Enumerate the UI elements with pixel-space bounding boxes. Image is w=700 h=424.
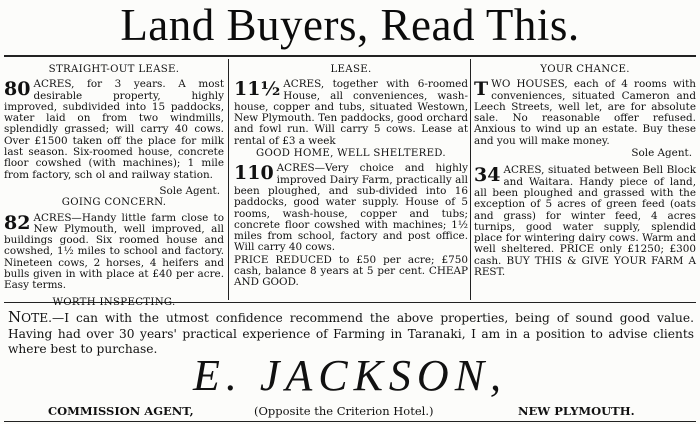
listing-text: WO HOUSES, each of 4 rooms with conveniences, situated Cameron and Leech Streets, well let, are for absolute sale. No reasonable offer refused. Anxious to wind up an estate. Buy these and you will make money. (474, 78, 696, 147)
sole-agent-label: Sole Agent. (159, 184, 220, 197)
listing-number: 80 (4, 78, 31, 101)
sole-agent-label: Sole Agent. (631, 147, 692, 160)
listing-text: ACRES, situated between Bell Block and Waitara. Handy piece of land, all been ploughed and grassed with the exception of 5 acres of green feed (oats and grass) for winter feed, 4 acres turnips, good water supply, splendid place for wintering dairy cows. Warm and well sheltered. PRICE only £1250; £300 cash. BUY THIS & GIVE YOUR FARM A REST. (474, 164, 696, 279)
column-heading: LEASE. (330, 64, 372, 75)
column-divider-2 (470, 59, 471, 300)
note-text: OTE.—I can with the utmost confidence recommend the above properties, being of sound good value. Having had over 30 years' practical experience of Farming in Taranaki, I am in a position to advise clients where best to purchase. (8, 311, 694, 356)
advertiser-name: E. JACKSON, (192, 351, 508, 400)
top-rule (4, 55, 696, 57)
listing-11-acres (234, 79, 468, 147)
column-straight-out-lease (4, 64, 224, 308)
column-your-chance (474, 64, 696, 283)
column-lease (234, 64, 468, 294)
bottom-rule (4, 421, 696, 422)
listing-initial: T (474, 78, 489, 101)
listing-number: 110 (234, 162, 274, 185)
column-heading: GOING CONCERN. (61, 197, 167, 209)
column-heading: YOUR CHANCE. (540, 64, 630, 75)
listing-34-acres (474, 165, 696, 278)
footer-address: (Opposite the Criterion Hotel.) (254, 404, 434, 418)
listing-number: 34 (474, 164, 501, 187)
column-heading: STRAIGHT-OUT LEASE. (48, 64, 180, 75)
column-subheading: GOOD HOME, WELL SHELTERED. (256, 148, 446, 160)
footer-town: NEW PLYMOUTH. (518, 404, 635, 418)
price-text: PRICE REDUCED to £50 per acre; £750 cash, balance 8 years at 5 per cent. CHEAP AND GOOD. (234, 253, 468, 289)
listing-two-houses (474, 79, 696, 147)
footer-commission-agent: COMMISSION AGENT, (48, 404, 194, 418)
column-footer: WORTH INSPECTING. (52, 296, 176, 308)
listing-text: ACRES—Very choice and highly improved Dairy Farm, practically all been ploughed, and sub-divided into 16 paddocks, good water supply. House of 5 rooms, wash-house, copper and tubs; concrete floor cowshed with machines; 1½ miles from school, factory and post office. Will carry 40 cows. (234, 162, 468, 254)
listing-text: ACRES, together with 6-roomed House, all conveniences, wash-house, copper and tubs, situated Westown, New Plymouth. Ten paddocks, good orchard and fowl run. Will carry 5 cows. Lease at rental of £3 a week (234, 78, 468, 147)
listing-110-acres (234, 163, 468, 253)
listing-number: 82 (4, 211, 31, 234)
listing-82-acres (4, 213, 224, 292)
note-initial: N (8, 308, 22, 326)
listing-text: ACRES, for 3 years. A most desirable property, highly improved, subdivided into 15 paddocks, water laid on from two windmills, splendidly grassed; will carry 40 cows. Over £1500 taken off the place for milk last season. Six-roomed house, concrete floor cowshed (with machines); 1 mile from factory, sch ol and railway station. (4, 78, 224, 181)
headline: Land Buyers, Read This. (120, 0, 580, 50)
column-divider-1 (228, 59, 229, 300)
listing-text: ACRES—Handy little farm close to New Plymouth, well improved, all buildings good. Six roomed house and cowshed, 1½ miles to school and factory. Nineteen cows, 2 horses, 4 heifers and bulls given in with place at £40 per acre. Easy terms. (4, 211, 224, 292)
listing-80-acres (4, 79, 224, 181)
listing-number: 11½ (234, 78, 281, 101)
